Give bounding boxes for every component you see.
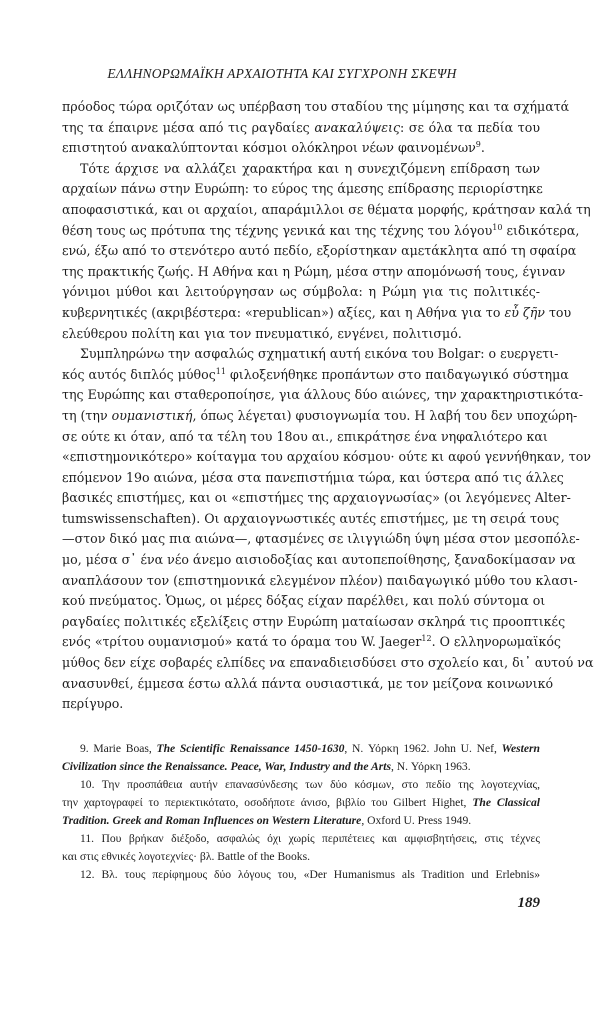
body-line <box>62 221 580 242</box>
text-segment: 11. Που βρήκαν διέξοδο, ασφαλώς όχι χωρίς περιπέτειες και αμφισβητήσεις, στις τέχνες <box>80 832 540 845</box>
footnote-line <box>62 776 540 794</box>
page-number: 189 <box>517 895 540 911</box>
italic-text: The Scientific Renaissance 1450-1630 <box>156 742 345 755</box>
body-line <box>62 447 591 468</box>
body-line <box>62 653 594 674</box>
body-line <box>62 674 554 695</box>
footnote-reference: 10 <box>492 222 503 232</box>
text-segment: : σε όλα τα πεδία του <box>400 119 541 135</box>
body-line <box>62 118 540 139</box>
text-segment: της Ευρώπης και σταθεροποίησε, για άλλους δύο αιώνες, την χαρακτηριστικότα- <box>62 387 584 403</box>
body-line <box>62 406 578 427</box>
text-segment: την χαρτογραφεί το περιεκτικότατο, οσοδήποτε άνισο, βιβλίο του Gilbert Highet, <box>62 796 473 809</box>
text-segment: ελεύθερου πολίτη και για τον πνευματικό, ενγένει, πολιτισμό. <box>62 325 462 341</box>
footnote-line <box>62 866 540 884</box>
footnote-line <box>62 758 540 776</box>
text-segment: αρχαίων πάνω στην Ευρώπη: το εύρος της άμεσης επίδρασης περιορίστηκε <box>62 181 543 197</box>
text-segment: αναπλάσουν τον (επιστημονικά ελεγμένον πλέον) παιδαγωγικό μύθο του κλασι- <box>62 572 578 588</box>
text-segment: —στον δικό μας πια αιώνα—, φτασμένες σε ιλιγγιώδη ύψη μέσα στον μεσοπόλε- <box>62 531 580 547</box>
body-line <box>62 468 564 489</box>
body-line <box>62 509 560 530</box>
text-segment: ραγδαίες πολιτικές εξελίξεις στην Ευρώπη ματαίωσαν σκληρά τις προοπτικές <box>62 613 566 629</box>
text-segment: ενώ, έξω από το στενότερο αυτό πεδίο, εξορίστηκαν αμετάκλητα από τη σφαίρα <box>62 243 577 259</box>
body-line <box>62 179 543 200</box>
text-segment: 9. Marie Boas, <box>80 742 157 755</box>
italic-text: Western <box>501 742 540 755</box>
body-line <box>62 365 569 386</box>
body-line <box>62 138 540 159</box>
footnote-line <box>62 848 540 866</box>
text-segment: σε ούτε κι όταν, από τα τέλη του 18ου αι., επικράτησε ένα νηφαλιότερο και <box>62 428 548 444</box>
text-segment: περίγυρο. <box>62 696 124 712</box>
text-segment: πρόοδος τώρα οριζόταν ως υπέρβαση του σταδίου της μίμησης και τα σχήματά <box>62 99 570 114</box>
text-segment: αποφασιστικά, και οι αρχαίοι, απαράμιλλοι σε θέματα μορφής, κράτησαν καλά τη <box>62 201 591 217</box>
text-segment: κού πνεύματος. Ὁμως, οι μέρες δόξας είχαν παρέλθει, και πολύ σύντομα οι <box>62 593 546 609</box>
text-segment: , όπως λέγεται) φυσιογνωμία του. Η λαβή του δεν υποχώρη- <box>192 407 578 423</box>
body-line <box>62 427 548 448</box>
text-segment: της πρακτικής ζωής. Η Αθήνα και η Ρώμη, μέσα στην απομόνωσή τους, έγιναν <box>62 263 566 279</box>
footnote-reference: 11 <box>215 366 226 376</box>
body-text <box>62 97 594 715</box>
italic-text: εὖ ζῆν <box>504 304 545 320</box>
text-segment: μύθος δεν είχε σοβαρές ελπίδες να επαναδιεισδύσει στο σχολείο και, δι᾽ αυτού να <box>62 655 594 671</box>
text-segment: κυβερνητικές (ακριβέστερα: «republican») αξίες, και η Αθήνα για το <box>62 304 505 320</box>
text-segment: κός αυτός διπλός μύθος <box>62 366 216 382</box>
text-segment: βασικές επιστήμες, και οι «επιστήμες της αρχαιογνωσίας» (οι λεγόμενες Alter- <box>62 490 571 506</box>
body-line <box>62 344 559 365</box>
text-segment: επιστητού ανακαλύπτονται κόσμοι ολόκληροι νέων φαινομένων <box>62 140 476 156</box>
italic-text: ανακαλύψεις <box>314 119 401 135</box>
italic-text: ουμανιστική <box>111 407 193 423</box>
footnote-line <box>62 830 540 848</box>
body-line <box>62 550 576 571</box>
body-line <box>62 694 540 715</box>
text-segment: Συμπληρώνω την ασφαλώς σχηματική αυτή εικόνα του Bolgar: ο ευεργετι- <box>80 346 559 362</box>
text-segment: . Ο ελληνορωμαϊκός <box>431 634 561 650</box>
body-line <box>62 385 584 406</box>
text-segment: μο, μέσα σ᾽ ένα νέο άνεμο αισιοδοξίας και αυτοπεποίθησης, ξαναδοκίμασαν να <box>62 552 576 568</box>
body-line <box>62 488 571 509</box>
body-line <box>62 571 578 592</box>
text-segment: Τότε άρχισε να αλλάζει χαρακτήρα και η συνεχιζόμενη επίδραση των <box>80 160 540 176</box>
text-segment: 12. Βλ. τους περίφημους δύο λόγους του, «Der Humanismus als Tradition und Erlebnis» <box>80 868 540 881</box>
footnote-line <box>62 794 540 812</box>
text-segment: γόνιμοι μύθοι και λειτούργησαν ως σύμβολα: η Ρώμη για τις πολιτικές- <box>62 284 540 300</box>
text-segment: του <box>544 304 572 320</box>
text-segment: ανασυνθεί, έμμεσα έστω αλλά πάντα ουσιαστικά, με τον μείζονα κοινωνικό <box>62 675 554 691</box>
body-line <box>62 303 572 324</box>
body-line <box>62 241 577 262</box>
text-segment: , N. Υόρκη 1962. John U. Nef, <box>344 742 502 755</box>
footnote-line <box>62 812 540 830</box>
body-line <box>62 612 566 633</box>
body-line <box>62 262 566 283</box>
body-line <box>62 324 540 345</box>
italic-text: Civilization since the Renaissance. Peace, War, Industry and the Arts <box>62 760 391 773</box>
text-segment: της τα έπαιρνε μέσα από τις ραγδαίες <box>62 119 315 135</box>
text-segment: 10. Την προσπάθεια αυτήν επανασύνδεσης των δύο κόσμων, στο πεδίο της λογοτεχνίας, <box>80 778 540 791</box>
text-segment: φιλοξενήθηκε προπάντων στο παιδαγωγικό σύστημα <box>225 366 569 382</box>
text-segment: , N. Υόρκη 1963. <box>390 760 471 773</box>
text-segment: . <box>480 140 485 156</box>
text-segment: θέση τους ως πρότυπα της τέχνης γενικά και της τέχνης του λόγου <box>62 222 493 238</box>
text-segment: tumswissenschaften). Οι αρχαιογνωστικές αυτές επιστήμες, με τη σειρά τους <box>62 510 560 526</box>
text-segment: ειδικότερα, <box>502 222 580 238</box>
text-segment: «επιστημονικότερο» κοίταγμα του αρχαίου κόσμου· ούτε κι αφού γεννήθηκαν, τον <box>62 449 591 465</box>
body-line <box>62 97 570 118</box>
body-line <box>62 282 540 303</box>
text-segment: ενός «τρίτου ουμανισμού» κατά το όραμα του W. Jaeger <box>62 634 422 650</box>
body-line <box>62 632 561 653</box>
text-segment: επόμενον 19ο αιώνα, μέσα στα πανεπιστήμια τώρα, και ύστερα από τις άλλες <box>62 469 564 485</box>
body-line <box>62 200 591 221</box>
footnote-line <box>62 740 540 758</box>
italic-text: The Classical <box>472 796 541 809</box>
footnote-reference: 9 <box>475 140 481 149</box>
body-line <box>62 159 540 180</box>
body-line <box>62 529 580 550</box>
footnote-reference: 12 <box>421 634 432 644</box>
footnotes <box>62 740 540 884</box>
body-line <box>62 591 546 612</box>
text-segment: και στις εθνικές λογοτεχνίες· βλ. Battle of the Books. <box>62 850 310 863</box>
italic-text: Tradition. Greek and Roman Influences on Western Literature <box>62 814 362 827</box>
running-header: ΕΛΛΗΝΟΡΩΜΑΪΚΗ ΑΡΧΑΙΟΤΗΤΑ ΚΑΙ ΣΥΓΧΡΟΝΗ ΣΚΕΨΗ <box>107 66 457 81</box>
text-segment: τη (την <box>62 407 112 423</box>
text-segment: , Oxford U. Press 1949. <box>361 814 472 827</box>
